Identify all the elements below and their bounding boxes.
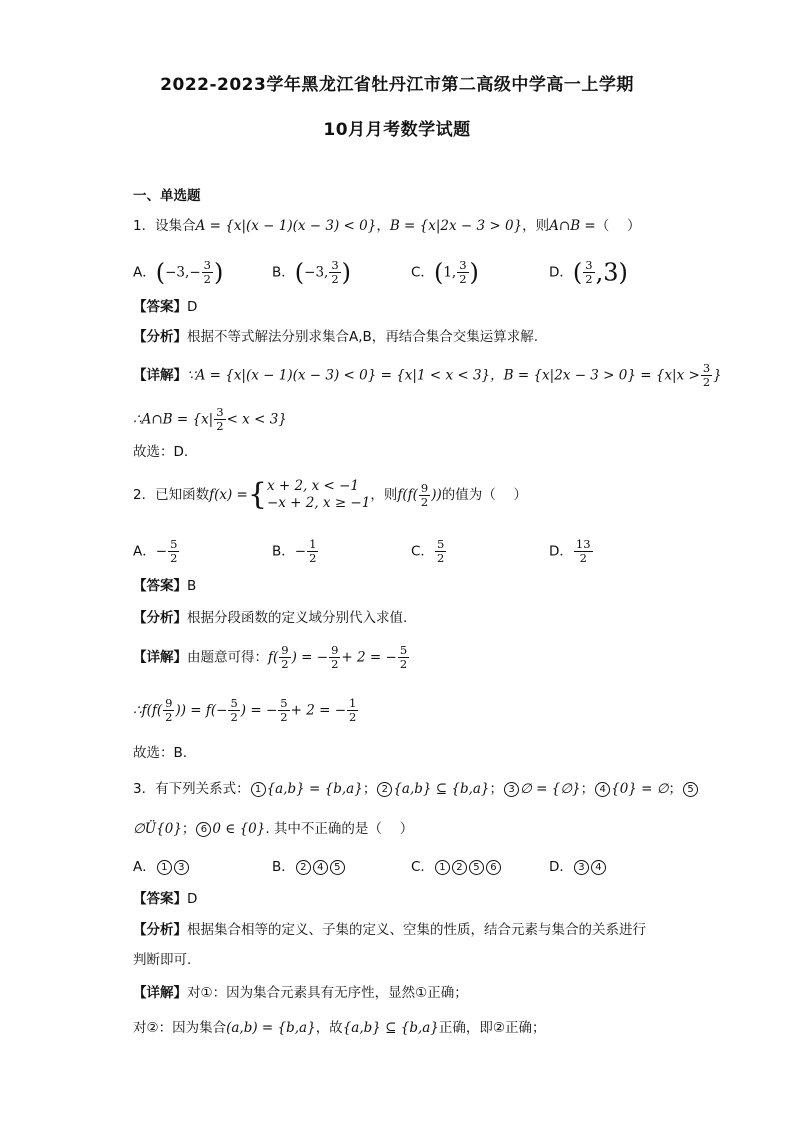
q2-option-a-frac [168, 538, 179, 565]
q2-detail-1-den: 2 [281, 657, 289, 671]
q3-rel5-marker: 5 [683, 782, 698, 797]
q3-option-a-n2: 3 [174, 860, 189, 875]
q2-detail-2-num1: 9 [165, 696, 173, 710]
q2-detail-2-num4: 1 [349, 696, 357, 710]
doc-title-line2: 10月月考数学试题 [323, 120, 471, 140]
q2-option-a-num: 5 [170, 537, 178, 551]
q1-answer-value: D [187, 299, 198, 315]
q1-option-d-letter: D． [549, 264, 573, 281]
q2-nested: f(f( [397, 487, 418, 503]
q2-detail-2c: ) = − [240, 702, 278, 719]
q3-detail-1: 对①：因为集合元素具有无序性，显然①正确； [187, 985, 468, 1001]
q1-paren: （ ） [595, 218, 641, 234]
q1-detail-1c: } [713, 367, 722, 384]
q3-option-d-letter: D． [549, 859, 573, 875]
q3-detail-2d: {a,b} ⊆ {b,a} [342, 1020, 439, 1036]
q2-detail-2-den4: 2 [349, 710, 357, 724]
q1-option-c-num: 3 [459, 258, 467, 272]
q3-option-d [549, 857, 607, 877]
q1-analysis-label: 【分析】 [133, 329, 187, 345]
q3-analysis-label: 【分析】 [133, 922, 187, 938]
q2-option-d-frac [574, 538, 593, 565]
q1-option-d-frac [583, 259, 594, 286]
q1-option-b-letter: B． [272, 264, 295, 281]
q3-stem-line2 [133, 819, 413, 839]
q2-answer-value: B [187, 578, 197, 594]
q1-option-d-den: 2 [585, 272, 593, 286]
q1-option-d [549, 259, 628, 286]
q2-stem-frac [419, 482, 430, 509]
q1-option-d-close: ,3) [595, 258, 628, 287]
q3-option-b-n2: 4 [313, 860, 328, 875]
q2-stem [133, 478, 527, 512]
q3-option-a-letter: A． [133, 859, 156, 875]
q3-detail-2b: (a,b) = {b,a} [226, 1020, 316, 1036]
q3-stem-suffix: . 其中不正确的是（ ） [265, 821, 414, 837]
q1-option-b-close: ) [341, 258, 352, 287]
q1-detail-2-frac [214, 406, 225, 433]
q3-rel4-marker: 4 [595, 782, 610, 797]
q1-detail-1: ∵A = {x|(x − 1)(x − 3) < 0} = {x|1 < x < 3}，B = {x|2x − 3 > 0} = [187, 367, 652, 384]
q3-stem-line1 [133, 779, 699, 799]
q1-set-a: A = {x|(x − 1)(x − 3) < 0} [195, 218, 377, 234]
q3-answer-value: D [187, 891, 198, 907]
q2-option-a-den: 2 [170, 551, 178, 565]
q3-rel3: ∅ = {∅} [520, 781, 581, 797]
q1-option-b-frac [329, 259, 340, 286]
q2-option-b-frac [307, 538, 318, 565]
q3-analysis-text1: 根据集合相等的定义、子集的定义、空集的性质，结合元素与集合的关系进行 [187, 922, 646, 938]
q3-analysis-line1 [133, 920, 646, 940]
doc-title-line1: 2022-2023学年黑龙江省牡丹江市第二高级中学高一上学期 [160, 75, 634, 95]
q2-detail-2d: + 2 = − [290, 702, 347, 719]
q2-stem-mid: ，则 [370, 487, 398, 503]
q1-detail-2b: {x| [192, 411, 214, 428]
q1-analysis [133, 327, 538, 347]
q3-rel1-marker: 1 [251, 782, 266, 797]
q1-option-c-letter: C． [411, 264, 434, 281]
q3-rel2: {a,b} ⊆ {b,a} [393, 781, 490, 797]
q3-option-c-n3: 5 [469, 860, 484, 875]
q1-option-c [411, 259, 479, 286]
q2-option-d-den: 2 [579, 551, 587, 565]
q1-option-c-open: ( [433, 258, 444, 287]
q3-option-c-n2: 2 [452, 860, 467, 875]
q1-detail-2c: < x < 3} [226, 411, 287, 428]
q1-option-a-letter: A． [133, 264, 156, 281]
q2-detail-2-frac3 [278, 697, 289, 724]
q3-rel6: 0 ∈ {0} [212, 821, 266, 837]
q3-rel3-marker: 3 [504, 782, 519, 797]
q3-option-b-n3: 5 [330, 860, 345, 875]
q1-detail-1-den: 2 [702, 375, 711, 389]
q1-detail-2-den: 2 [216, 419, 224, 433]
q3-detail-2a: 对②：因为集合 [133, 1020, 227, 1036]
q1-stem-suffix: ，则 [522, 218, 550, 234]
q2-detail-1-rden: 2 [399, 657, 408, 671]
q1-option-b-left: −3, [304, 264, 329, 281]
q2-pieces [267, 478, 370, 512]
q2-option-c-den: 2 [436, 551, 445, 565]
q2-stem-num: 9 [420, 480, 429, 495]
q2-detail-2-frac2 [228, 697, 239, 724]
q1-option-c-left: 1, [443, 264, 457, 281]
q3-rel4: {0} = ∅ [611, 781, 669, 797]
q2-option-c-letter: C． [411, 543, 434, 560]
q1-stem [133, 216, 641, 236]
q2-analysis [133, 608, 407, 628]
q1-option-d-open: ( [572, 258, 583, 287]
q1-detail-2-num: 3 [216, 405, 224, 419]
q3-semi4: ； [668, 781, 683, 797]
q1-option-d-num: 3 [585, 258, 593, 272]
q2-option-d [549, 538, 594, 565]
q1-option-c-frac [457, 259, 468, 286]
q2-option-a-letter: A． [133, 543, 156, 560]
q2-stem-suffix: 的值为（ ） [441, 487, 528, 503]
q2-stem-den: 2 [420, 494, 429, 509]
q1-analysis-text: 根据不等式解法分别求集合A,B，再结合集合交集运算求解. [187, 329, 539, 345]
q3-option-c-n4: 6 [486, 860, 501, 875]
q2-option-a-sign: − [155, 543, 168, 560]
q2-detail-2-frac1 [163, 697, 174, 724]
q1-option-a-open: ( [155, 258, 166, 287]
q2-detail-1-frac2 [329, 644, 340, 671]
q2-detail-1b: ) = − [291, 649, 329, 666]
q3-semi1: ； [362, 781, 377, 797]
q2-detail-2-den3: 2 [280, 710, 288, 724]
q1-option-a-den: 2 [203, 272, 211, 286]
q2-option-b [272, 538, 319, 565]
q1-option-b [272, 259, 351, 286]
q1-option-c-den: 2 [459, 272, 467, 286]
q3-option-a-n1: 1 [157, 860, 172, 875]
q2-option-c-num: 5 [436, 537, 445, 551]
q1-option-a-close: ) [213, 258, 224, 287]
q3-detail-line1 [133, 983, 468, 1003]
q2-detail-1-num2: 9 [331, 643, 339, 657]
q3-option-b [272, 857, 346, 877]
q2-option-b-sign: − [294, 543, 307, 560]
q3-option-d-n1: 3 [574, 860, 589, 875]
q3-option-b-n1: 2 [296, 860, 311, 875]
q3-analysis-line2: 判断即可. [133, 952, 192, 968]
q1-option-a-left: −3,− [165, 264, 201, 281]
q2-option-b-den: 2 [309, 551, 317, 565]
q1-option-a-frac [202, 259, 213, 286]
q2-option-a [133, 538, 180, 565]
q2-detail-2-den2: 2 [230, 710, 238, 724]
q2-detail-text: 由题意可得： [187, 649, 268, 666]
q1-stem-prefix: 1．设集合 [133, 218, 196, 234]
q2-detail-2-den1: 2 [165, 710, 173, 724]
q1-option-a [133, 259, 223, 286]
q1-detail-1b: {x|x > [655, 367, 700, 384]
q1-option-b-open: ( [294, 258, 305, 287]
q2-detail-2b: )) = f(− [175, 702, 228, 719]
q2-answer [133, 576, 196, 596]
q1-option-b-den: 2 [331, 272, 339, 286]
q2-option-d-letter: D． [549, 543, 573, 560]
q2-option-c-frac [435, 538, 446, 565]
q3-detail-2e: 正确，即②正确； [438, 1020, 546, 1036]
q2-option-c [411, 538, 447, 565]
q2-brace: { [247, 477, 267, 512]
q2-piece2: −x + 2, x ≥ −1 [266, 495, 371, 511]
q1-detail-1-num: 3 [702, 361, 711, 375]
q1-answer [133, 297, 197, 317]
section-heading: 一、单选题 [133, 188, 201, 204]
q1-option-c-close: ) [469, 258, 479, 287]
q2-fx: f(x) = [209, 487, 248, 503]
q2-detail-1-den2: 2 [331, 657, 339, 671]
q3-option-c-letter: C． [411, 859, 434, 875]
q2-stem-prefix: 2．已知函数 [133, 487, 210, 503]
q1-detail-2a: ∴A∩B = [133, 411, 189, 428]
q3-semi5: ； [181, 821, 196, 837]
q3-answer-label: 【答案】 [133, 891, 187, 907]
q2-detail-1-rfrac [398, 644, 409, 671]
q1-sep: ， [376, 218, 390, 234]
q3-option-a [133, 857, 190, 877]
q1-option-a-num: 3 [203, 258, 211, 272]
q3-detail-line2 [133, 1018, 546, 1038]
q2-option-b-num: 1 [309, 537, 317, 551]
q3-semi2: ； [489, 781, 504, 797]
q3-stem-prefix: 3．有下列关系式： [133, 781, 250, 797]
q2-option-b-letter: B． [272, 543, 295, 560]
q2-detail-1c: + 2 = − [341, 649, 397, 666]
q2-detail-1a: f( [268, 649, 279, 666]
q1-detail-1-frac [701, 362, 712, 389]
q1-answer-label: 【答案】 [133, 299, 187, 315]
q3-detail-2c: ，故 [315, 1020, 343, 1036]
q2-answer-label: 【答案】 [133, 578, 187, 594]
q3-rel2-marker: 2 [377, 782, 392, 797]
q1-detail-line1 [133, 362, 722, 389]
q2-detail-1-rnum: 5 [399, 643, 408, 657]
q3-rel6-marker: 6 [196, 822, 211, 837]
q1-conclusion: 故选：D. [133, 444, 189, 460]
q2-conclusion: 故选：B. [133, 745, 188, 761]
q2-detail-line2 [133, 697, 359, 724]
q3-option-c-n1: 1 [435, 860, 450, 875]
q2-nested-close: )) [431, 487, 442, 503]
q3-option-b-letter: B． [272, 859, 295, 875]
q1-option-b-num: 3 [331, 258, 339, 272]
q3-option-d-n2: 4 [591, 860, 606, 875]
q2-detail-1-frac [279, 644, 290, 671]
q2-detail-2-frac4 [347, 697, 358, 724]
q2-detail-label: 【详解】 [133, 649, 187, 666]
q2-detail-2-num2: 5 [230, 696, 238, 710]
q2-option-d-num: 13 [575, 537, 591, 551]
q3-rel1: {a,b} = {b,a} [266, 781, 363, 797]
q3-answer [133, 889, 197, 909]
q1-set-b: B = {x|2x − 3 > 0} [389, 218, 523, 234]
q2-detail-1-num: 9 [281, 643, 289, 657]
q2-analysis-label: 【分析】 [133, 610, 187, 626]
q2-detail-2a: ∴f(f( [133, 702, 163, 719]
q2-detail-2-num3: 5 [280, 696, 288, 710]
q2-analysis-text: 根据分段函数的定义域分别代入求值. [187, 610, 408, 626]
q3-semi3: ； [580, 781, 595, 797]
q3-option-c [411, 857, 502, 877]
q3-detail-label: 【详解】 [133, 985, 187, 1001]
q1-expr: A∩B = [549, 218, 596, 234]
q1-detail-label: 【详解】 [133, 367, 187, 384]
q2-detail-line1 [133, 644, 410, 671]
q3-rel5: ∅Ü{0} [133, 821, 182, 837]
q1-detail-line2 [133, 406, 287, 433]
q2-piece1: x + 2, x < −1 [266, 478, 360, 494]
